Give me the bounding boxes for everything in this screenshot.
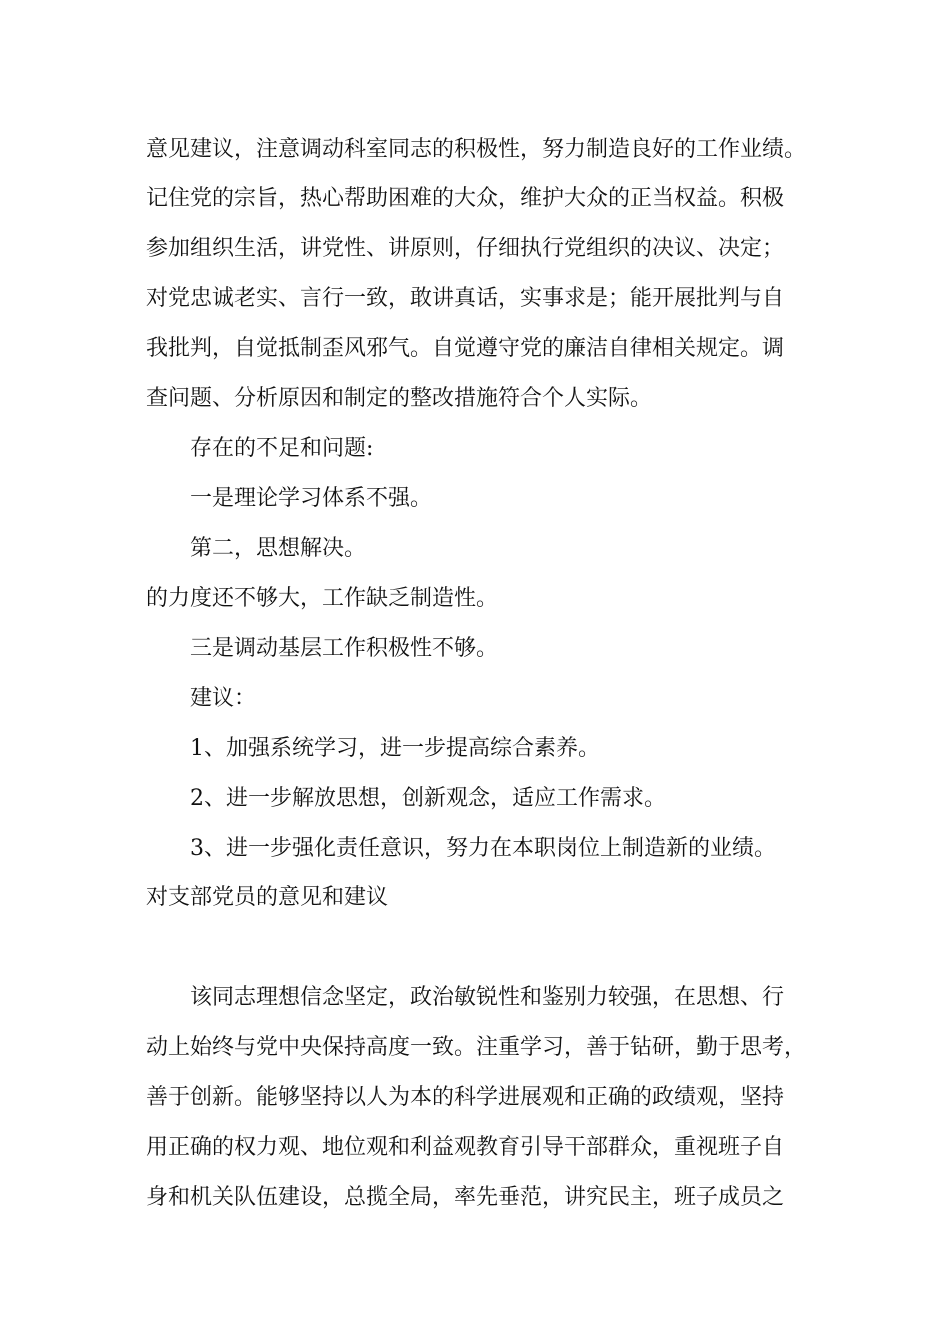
suggestion-item: 1、加强系统学习，进一步提高综合素养。 (190, 736, 600, 761)
problem-item: 三是调动基层工作积极性不够。 (190, 636, 499, 661)
suggestion-item: 3、进一步强化责任意识，努力在本职岗位上制造新的业绩。 (190, 836, 776, 861)
problems-heading: 存在的不足和问题: (190, 436, 374, 461)
paragraph-line: 善于创新。能够坚持以人为本的科学进展观和正确的政绩观，坚持 (146, 1085, 785, 1110)
section-title: 对支部党员的意见和建议 (146, 885, 389, 910)
suggestions-heading: 建议： (190, 686, 257, 711)
paragraph-line: 该同志理想信念坚定，政治敏锐性和鉴别力较强，在思想、行 (190, 985, 785, 1010)
problem-item: 一是理论学习体系不强。 (190, 486, 433, 511)
paragraph-line: 我批判，自觉抵制歪风邪气。自觉遵守党的廉洁自律相关规定。调 (146, 336, 785, 361)
paragraph-line: 动上始终与党中央保持高度一致。注重学习，善于钻研，勤于思考， (146, 1035, 807, 1060)
paragraph-line: 查问题、分析原因和制定的整改措施符合个人实际。 (146, 386, 653, 411)
paragraph-line: 身和机关队伍建设，总揽全局，率先垂范，讲究民主，班子成员之 (146, 1185, 785, 1210)
paragraph-line: 意见建议，注意调动科室同志的积极性，努力制造良好的工作业绩。 (146, 137, 807, 162)
problem-item: 第二，思想解决。 (190, 536, 367, 561)
paragraph-line: 用正确的权力观、地位观和利益观教育引导干部群众，重视班子自 (146, 1135, 785, 1160)
problem-item-continuation: 的力度还不够大，工作缺乏制造性。 (146, 586, 499, 611)
paragraph-line: 对党忠诚老实、言行一致，敢讲真话，实事求是；能开展批判与自 (146, 286, 785, 311)
suggestion-item: 2、进一步解放思想，创新观念，适应工作需求。 (190, 786, 666, 811)
paragraph-line: 参加组织生活，讲党性、讲原则，仔细执行党组织的决议、决定； (146, 236, 785, 261)
paragraph-line: 记住党的宗旨，热心帮助困难的大众，维护大众的正当权益。积极 (146, 186, 785, 211)
